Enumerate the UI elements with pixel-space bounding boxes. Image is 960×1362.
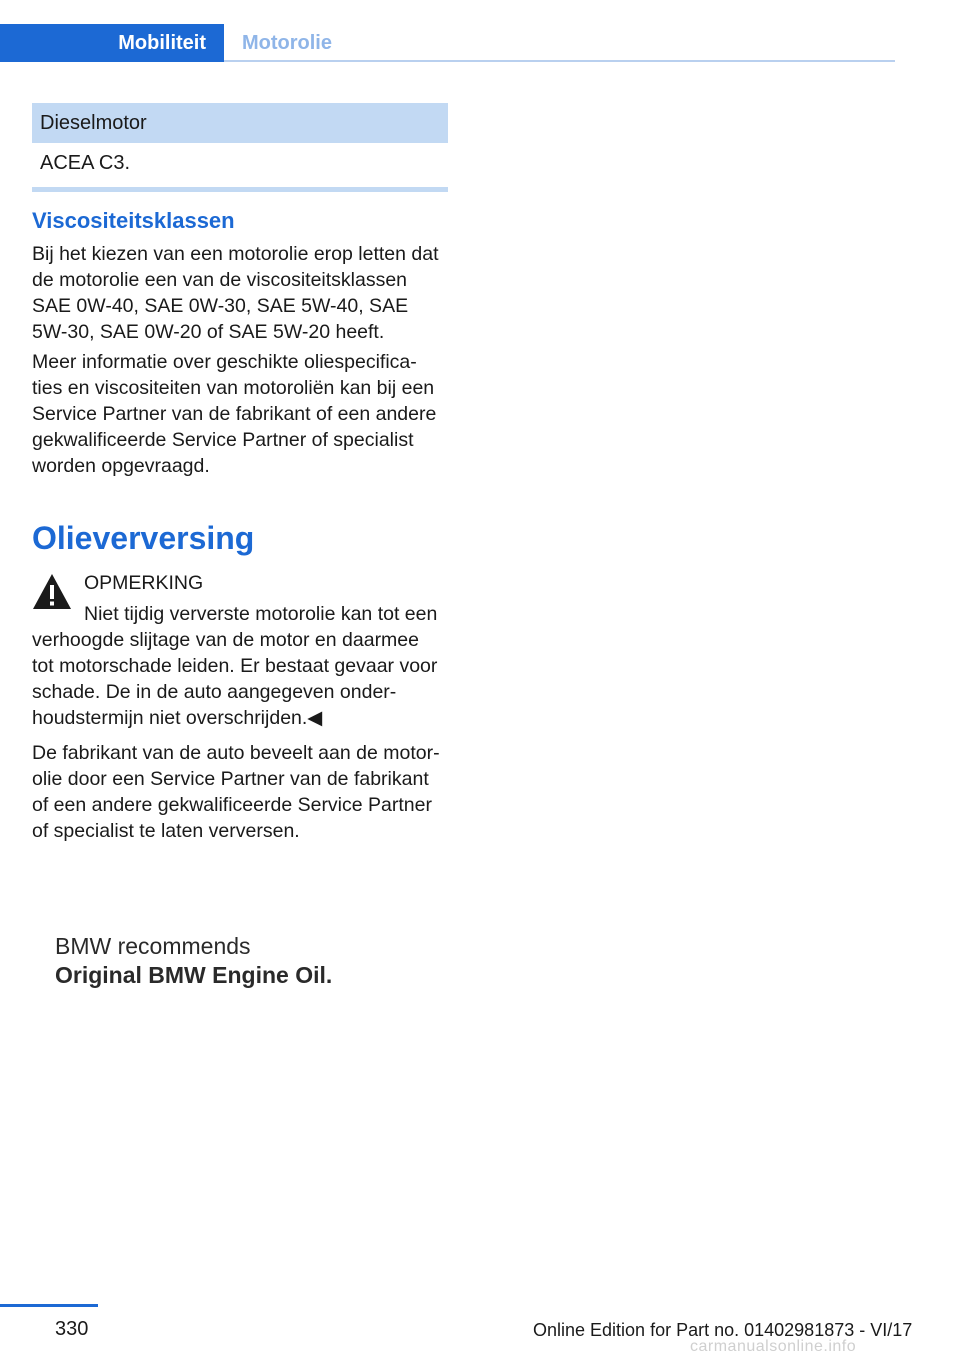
watermark: carmanualsonline.info (690, 1338, 857, 1355)
oil-change-paragraph (32, 740, 450, 844)
viscosity-paragraph-2 (32, 349, 450, 479)
tab-motorolie[interactable]: Motorolie (242, 31, 332, 54)
text-line: 5W-30, SAE 0W-20 of SAE 5W-20 heeft. (32, 321, 385, 343)
ad-line-engine-oil: Original BMW Engine Oil. (55, 962, 333, 988)
text-line: of specialist te laten verversen. (32, 820, 300, 842)
page-header (0, 24, 895, 62)
section-title-viscosity: Viscositeitsklassen (32, 208, 235, 233)
text-line: de motorolie een van de viscositeitsklassen (32, 269, 408, 291)
edition-text: Online Edition for Part no. 01402981873 - VI/17 (533, 1320, 913, 1340)
text-line: Service Partner van de fabrikant of een andere (32, 403, 437, 425)
text-line: Bij het kiezen van een motorolie erop letten dat (32, 243, 439, 265)
text-line: worden opgevraagd. (32, 455, 210, 477)
text-line: olie door een Service Partner van de fabrikant (32, 768, 429, 790)
ad-line-recommends: BMW recommends (55, 933, 251, 959)
text-line: Niet tijdig ververste motorolie kan tot een (84, 603, 438, 625)
bmw-oil-recommendation (55, 932, 332, 990)
notice-label: OPMERKING (84, 572, 204, 594)
text-line: ties en viscositeiten van motoroliën kan bij een (32, 377, 435, 399)
notice-text (32, 601, 450, 731)
footer-accent-bar (0, 1304, 98, 1307)
text-line: houdstermijn niet overschrijden.◀ (32, 707, 323, 729)
table-cell-acea: ACEA C3. (40, 151, 131, 174)
text-line: verhoogde slijtage van de motor en daarmee (32, 629, 419, 651)
text-line: schade. De in de auto aangegeven onder- (32, 681, 397, 703)
table-bottom-rule (32, 187, 448, 192)
viscosity-paragraph-1 (32, 241, 450, 345)
header-divider (224, 60, 895, 62)
table-header-dieselmotor: Dieselmotor (32, 103, 448, 143)
page-number: 330 (55, 1318, 89, 1340)
text-line: De fabrikant van de auto beveelt aan de motor- (32, 742, 440, 764)
section-title-oil-change: Olieverversing (32, 520, 255, 556)
tab-mobiliteit[interactable]: Mobiliteit (0, 24, 224, 62)
oil-spec-table (32, 103, 448, 192)
text-line: SAE 0W-40, SAE 0W-30, SAE 5W-40, SAE (32, 295, 409, 317)
text-line: gekwalificeerde Service Partner of specialist (32, 429, 414, 451)
text-line: of een andere gekwalificeerde Service Partner (32, 794, 432, 816)
text-line: Meer informatie over geschikte oliespecifica- (32, 351, 417, 373)
text-line: tot motorschade leiden. Er bestaat gevaar voor (32, 655, 438, 677)
